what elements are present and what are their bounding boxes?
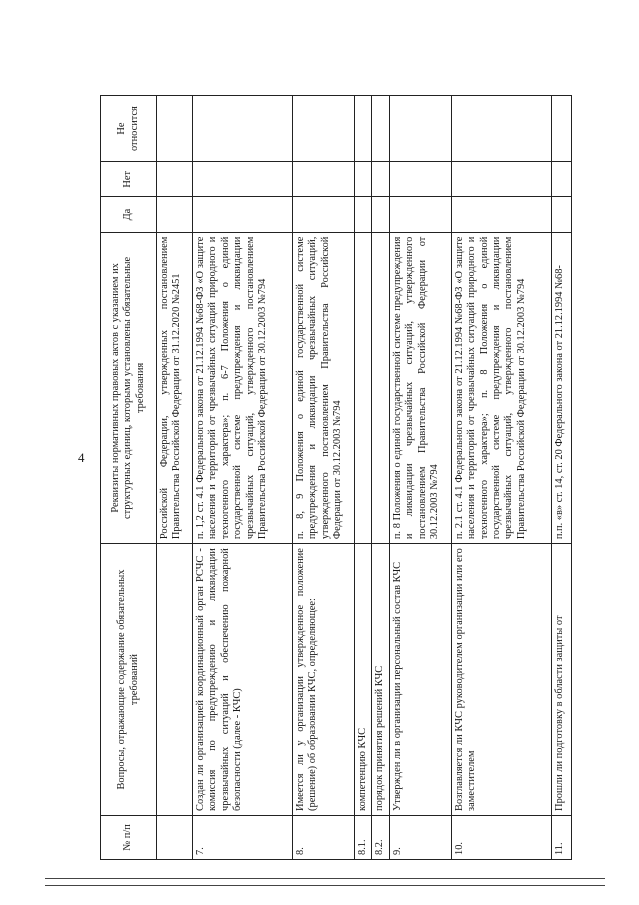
- row-question: Возглавляется ли КЧС руководителем организации или его заместителем: [451, 544, 551, 816]
- row-yes: [193, 197, 293, 232]
- row-question: Утвержден ли в организации персональный состав КЧС: [389, 544, 451, 816]
- table-row: [293, 96, 355, 860]
- row-num: 10.: [451, 815, 551, 859]
- header-no: Нет: [101, 162, 157, 197]
- table-row: [451, 96, 551, 860]
- row-question: Имеется ли у организации утвержденное положение (решение) об образовании КЧС, определяющее:: [293, 544, 355, 816]
- row-yes: [389, 197, 451, 232]
- row-question: Прошли ли подготовку в области защиты от: [551, 544, 571, 816]
- table-row: [389, 96, 451, 860]
- header-question: Вопросы, отражающие содержание обязательных требований: [101, 544, 157, 816]
- row-question: компетенцию КЧС: [355, 544, 372, 816]
- row-num: 8.1.: [355, 815, 372, 859]
- row-na: [293, 96, 355, 162]
- row-num: 7.: [193, 815, 293, 859]
- table-row: [355, 96, 372, 860]
- row-na: [355, 96, 372, 162]
- rotated-table-container: [100, 95, 620, 860]
- row-no: [355, 162, 372, 197]
- row-na: [389, 96, 451, 162]
- requirements-table: [100, 95, 572, 860]
- row-num: [157, 815, 193, 859]
- table-header-row: [101, 96, 157, 860]
- row-requisites: Российской Федерации, утвержденных постановлением Правительства Российской Федерации от 31.12.2020 №2451: [157, 232, 193, 543]
- row-requisites: п. 8 Положения о единой государственной системе предупреждения и ликвидации чрезвычайных ситуаций, утвержденного постановлением Правительства Российской Федерации от 30.12.2003 №794: [389, 232, 451, 543]
- row-yes: [551, 197, 571, 232]
- page-number: 4: [78, 450, 85, 465]
- row-na: [157, 96, 193, 162]
- row-num: 8.: [293, 815, 355, 859]
- row-requisites: п.п. «в» ст. 14, ст. 20 Федерального закона от 21.12.1994 №68-: [551, 232, 571, 543]
- row-yes: [157, 197, 193, 232]
- row-no: [193, 162, 293, 197]
- row-requisites: [355, 232, 372, 543]
- row-yes: [355, 197, 372, 232]
- row-yes: [293, 197, 355, 232]
- row-no: [293, 162, 355, 197]
- scan-edge-line: [45, 878, 605, 879]
- row-yes: [451, 197, 551, 232]
- row-requisites: п. 1,2 ст. 4.1 Федерального закона от 21.12.1994 №68-ФЗ «О защите населения и территорий от чрезвычайных ситуаций природного и техногенного характера»; п. 6-7 Положения о единой государственной системе предупреждения и ликвидации чрезвычайных ситуаций, утвержденного постановлением Правительства Российской Федерации от 30.12.2003 №794: [193, 232, 293, 543]
- table-row: [193, 96, 293, 860]
- row-no: [451, 162, 551, 197]
- row-no: [551, 162, 571, 197]
- row-no: [389, 162, 451, 197]
- row-question: порядок принятия решений КЧС: [372, 544, 389, 816]
- row-num: 9.: [389, 815, 451, 859]
- header-yes: Да: [101, 197, 157, 232]
- row-requisites: п. 8, 9 Положения о единой государственной системе предупреждения и ликвидации чрезвычайных ситуаций, утвержденного постановлением Правительства Российской Федерации от 30.12.2003 №794: [293, 232, 355, 543]
- table-row: [551, 96, 571, 860]
- row-no: [372, 162, 389, 197]
- row-yes: [372, 197, 389, 232]
- row-na: [451, 96, 551, 162]
- row-na: [193, 96, 293, 162]
- row-question: Создан ли организацией координационный орган РСЧС - комиссия по предупреждению и ликвидации чрезвычайных ситуаций и обеспечению пожарной безопасности (далее - КЧС): [193, 544, 293, 816]
- table-row: [372, 96, 389, 860]
- row-requisites: [372, 232, 389, 543]
- row-num: 11.: [551, 815, 571, 859]
- row-requisites: п. 2.1 ст. 4.1 Федерального закона от 21.12.1994 №68-ФЗ «О защите населения и территорий от чрезвычайных ситуаций природного и техногенного характера»; п. 8 Положения о единой государственной системе предупреждения и ликвидации чрезвычайных ситуаций, утвержденного постановлением Правительства Российской Федерации от 30.12.2003 №794: [451, 232, 551, 543]
- table-row: [157, 96, 193, 860]
- header-num: № п/п: [101, 815, 157, 859]
- row-na: [551, 96, 571, 162]
- header-na: Не относится: [101, 96, 157, 162]
- scan-edge-line: [45, 885, 605, 886]
- row-num: 8.2.: [372, 815, 389, 859]
- row-no: [157, 162, 193, 197]
- row-question: [157, 544, 193, 816]
- header-requisites: Реквизиты нормативных правовых актов с указанием их структурных единиц, которыми установлены обязательные требования: [101, 232, 157, 543]
- row-na: [372, 96, 389, 162]
